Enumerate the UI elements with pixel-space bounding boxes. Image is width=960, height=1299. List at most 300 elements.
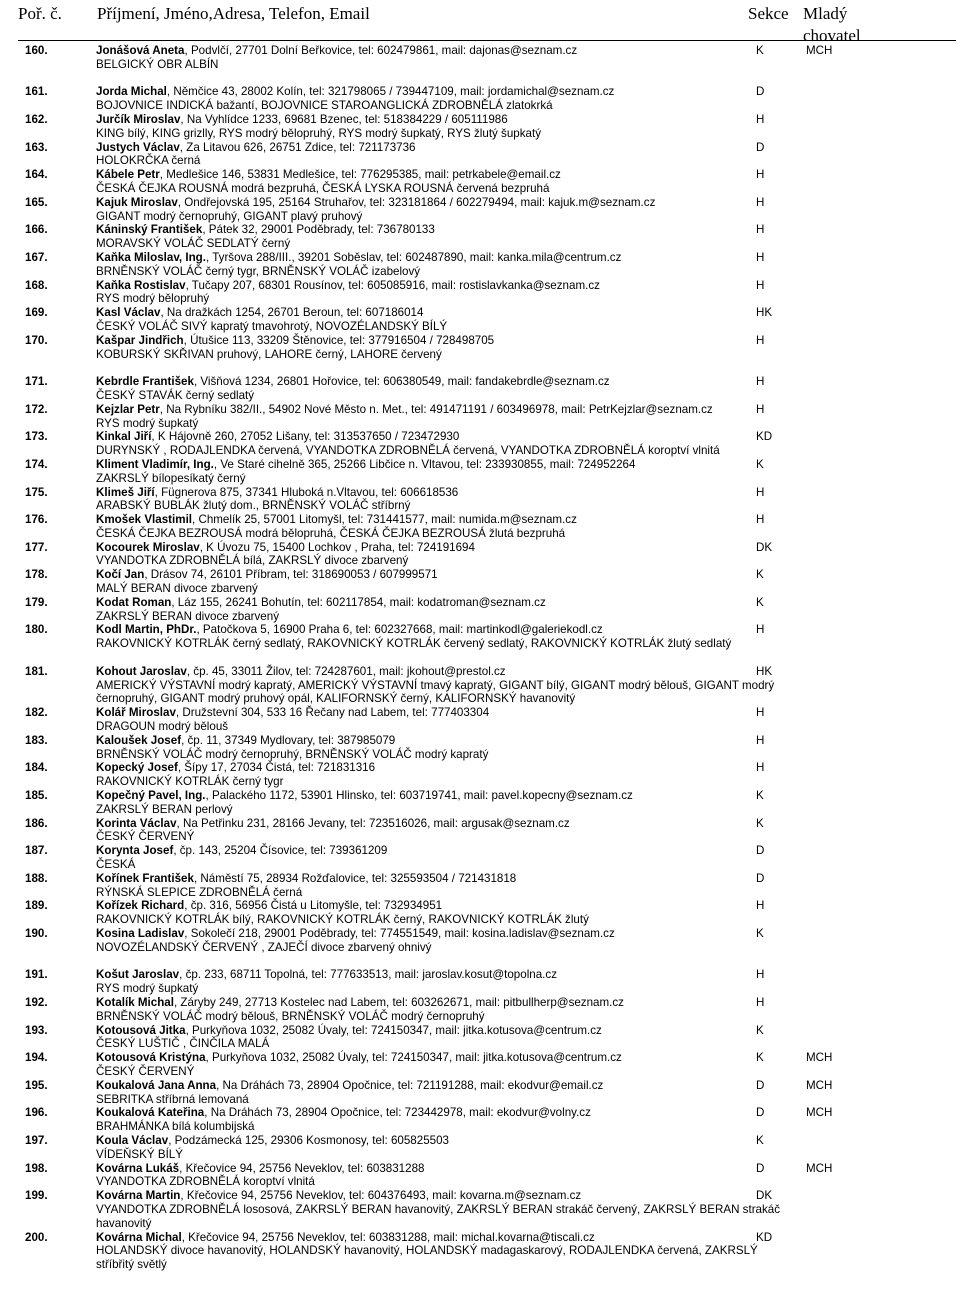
entry-name: Košut Jaroslav <box>96 968 180 982</box>
entry-breeds: ČESKÝ ČERVENÝ <box>96 1064 195 1078</box>
entry-address: , Palackého 1172, 53901 Hlinsko, tel: 603719741, mail: pavel.kopecny@seznam.cz <box>205 789 633 803</box>
entry-section: K <box>756 457 764 471</box>
entry-young-breeder: MCH <box>806 1161 833 1175</box>
list-item <box>0 1106 960 1134</box>
list-item <box>0 541 960 569</box>
entry-breeds: ZAKRSLÝ BERAN divoce zbarvený <box>96 609 279 623</box>
entry-contact <box>96 541 786 555</box>
entry-name: Kocourek Miroslav <box>96 540 200 554</box>
entry-body <box>96 168 786 196</box>
entry-number: 196. <box>25 1106 48 1120</box>
entry-breeds: ZAKRSLÝ bílopesíkatý černý <box>96 471 246 485</box>
entry-name: Jorda Michal <box>96 85 167 99</box>
entry-young-breeder: MCH <box>806 1078 833 1092</box>
entry-name: Jonášová Aneta <box>96 44 185 57</box>
entry-body <box>96 44 786 72</box>
entry-number: 189. <box>25 899 48 913</box>
entry-section: D <box>756 140 765 154</box>
entry-contact <box>96 486 786 500</box>
entry-number: 200. <box>25 1230 48 1244</box>
entry-breeds: ČESKÝ ČERVENÝ <box>96 830 195 844</box>
entry-address: , Ve Staré cihelně 365, 25266 Libčice n. Vltavou, tel: 233930855, mail: 724952264 <box>213 457 636 471</box>
entry-name: Korynta Josef <box>96 844 174 858</box>
entry-breeds: RYS modrý šupkatý <box>96 416 199 430</box>
entry-name: Kmošek Vlastimil <box>96 513 193 527</box>
list-item <box>0 1051 960 1079</box>
entry-body <box>96 486 786 514</box>
entry-body <box>96 85 786 113</box>
list-item <box>0 306 960 334</box>
entry-body <box>96 996 786 1024</box>
entry-name: Kaloušek Josef <box>96 733 182 747</box>
entry-body <box>96 872 786 900</box>
entry-number: 181. <box>25 664 48 678</box>
entry-name: Kodat Roman <box>96 595 172 609</box>
entry-body <box>96 279 786 307</box>
list-item <box>0 1231 960 1272</box>
entry-address: , Šípy 17, 27034 Čistá, tel: 721831316 <box>177 761 376 775</box>
entry-contact <box>96 113 786 127</box>
entry-body <box>96 1079 786 1107</box>
entry-number: 198. <box>25 1161 48 1175</box>
entry-breeds: MORAVSKÝ VOLÁČ SEDLATÝ černý <box>96 237 291 251</box>
entry-breeds: RAKOVNICKÝ KOTRLÁK bílý, RAKOVNICKÝ KOTRLÁK černý, RAKOVNICKÝ KOTRLÁK žlutý <box>96 913 589 927</box>
list-item <box>0 486 960 514</box>
entry-section: H <box>756 623 765 637</box>
entry-name: Kovárna Michal <box>96 1230 182 1244</box>
entry-breeds: RAKOVNICKÝ KOTRLÁK černý tygr <box>96 775 284 789</box>
entry-address: , Sokolečí 218, 29001 Poděbrady, tel: 774551549, mail: kosina.ladislav@seznam.cz <box>184 927 615 940</box>
column-header-number: Poř. č. <box>18 4 62 23</box>
entry-number: 166. <box>25 223 48 237</box>
entry-contact <box>96 430 786 444</box>
entry-address: , Na dražkách 1254, 26701 Beroun, tel: 607186014 <box>160 306 424 320</box>
entry-name: Kábele Petr <box>96 168 160 182</box>
entry-breeds: BRAHMÁNKA bílá kolumbijská <box>96 1120 255 1134</box>
entry-address: , Křečovice 94, 25756 Neveklov, tel: 603831288, mail: michal.kovarna@tiscali.cz <box>181 1230 595 1244</box>
entry-breeds: ČESKÝ VOLÁČ SIVÝ kapratý tmavohrotý, NOVOZÉLANDSKÝ BÍLÝ <box>96 319 448 333</box>
entry-number: 168. <box>25 278 48 292</box>
entry-number: 195. <box>25 1078 48 1092</box>
entry-contact <box>96 403 786 417</box>
entry-name: Kotousová Jitka <box>96 1023 186 1037</box>
entry-address: , čp. 11, 37349 Mydlovary, tel: 387985079 <box>181 733 396 747</box>
entry-section: D <box>756 871 765 885</box>
list-item <box>0 223 960 251</box>
entry-body <box>96 734 786 762</box>
entry-contact <box>96 568 786 582</box>
entry-number: 188. <box>25 871 48 885</box>
entry-section: D <box>756 1161 765 1175</box>
entry-body <box>96 113 786 141</box>
entry-name: Kajuk Miroslav <box>96 195 178 209</box>
entry-address: , čp. 143, 25204 Čísovice, tel: 739361209 <box>173 844 388 858</box>
entry-young-breeder: MCH <box>806 1051 833 1065</box>
entry-breeds: VYANDOTKA ZDROBNĚLÁ koroptví vlnitá <box>96 1175 315 1189</box>
entry-body <box>96 458 786 486</box>
entry-name: Kopečný Pavel, Ing. <box>96 789 206 803</box>
entry-address: , Na Rybníku 382/II., 54902 Nové Město n. Met., tel: 491471191 / 603496978, mail: PetrKejzlar@seznam.cz <box>159 402 713 416</box>
entry-contact <box>96 334 786 348</box>
list-item <box>0 927 960 955</box>
entry-name: Kosina Ladislav <box>96 927 185 940</box>
entry-section: KD <box>756 430 773 444</box>
entry-section: HK <box>756 306 773 320</box>
entry-name: Kořínek František <box>96 871 194 885</box>
entry-contact <box>96 1162 786 1176</box>
entry-section: H <box>756 733 765 747</box>
entry-name: Kinkal Jiří <box>96 430 152 444</box>
entry-number: 171. <box>25 375 48 389</box>
entry-name: Koula Václav <box>96 1133 169 1147</box>
entry-body <box>96 223 786 251</box>
entry-number: 164. <box>25 168 48 182</box>
entry-name: Kotousová Kristýna <box>96 1051 206 1065</box>
list-item <box>0 113 960 141</box>
entry-section: D <box>756 85 765 99</box>
entry-name: Kebrdle František <box>96 375 194 389</box>
entry-body <box>96 968 786 996</box>
entry-contact <box>96 375 786 389</box>
entry-number: 184. <box>25 761 48 775</box>
entry-breeds: ČESKÁ ČEJKA BEZROUSÁ modrá bělopruhá, ČESKÁ ČEJKA BEZROUSÁ žlutá bezpruhá <box>96 526 566 540</box>
entry-name: Kašpar Jindřich <box>96 333 184 347</box>
entry-number: 186. <box>25 816 48 830</box>
entry-number: 191. <box>25 968 48 982</box>
entry-body <box>96 1189 786 1230</box>
entry-number: 190. <box>25 927 48 940</box>
entry-section: H <box>756 485 765 499</box>
entry-body <box>96 1051 786 1079</box>
entry-address: , Fügnerova 875, 37341 Hluboká n.Vltavou, tel: 606618536 <box>154 485 459 499</box>
entry-name: Kotalík Michal <box>96 995 174 1009</box>
entry-number: 182. <box>25 706 48 720</box>
entry-body <box>96 817 786 845</box>
entry-breeds: KOBURSKÝ SKŘIVAN pruhový, LAHORE černý, LAHORE červený <box>96 347 442 361</box>
list-item <box>0 85 960 113</box>
list-item <box>0 334 960 362</box>
list-item <box>0 968 960 996</box>
entry-contact <box>96 844 786 858</box>
entry-body <box>96 1024 786 1052</box>
entry-address: , čp. 316, 56956 Čistá u Litomyšle, tel: 732934951 <box>184 899 443 913</box>
entry-contact <box>96 1051 786 1065</box>
list-item <box>0 375 960 403</box>
entry-name: Kasl Václav <box>96 306 161 320</box>
entry-section: D <box>756 1106 765 1120</box>
entry-breeds: ARABSKÝ BUBLÁK žlutý dom., BRNĚNSKÝ VOLÁČ stříbrný <box>96 499 411 513</box>
list-item <box>0 1134 960 1162</box>
entry-number: 183. <box>25 733 48 747</box>
entry-number: 174. <box>25 457 48 471</box>
header-divider <box>18 40 956 41</box>
entry-breeds: NOVOZÉLANDSKÝ ČERVENÝ , ZAJEČÍ divoce zbarvený ohnivý <box>96 940 432 954</box>
entry-contact <box>96 817 786 831</box>
entry-young-breeder: MCH <box>806 1106 833 1120</box>
entry-contact <box>96 168 786 182</box>
entry-contact <box>96 1134 786 1148</box>
entry-name: Korinta Václav <box>96 816 177 830</box>
entry-body <box>96 430 786 458</box>
entry-section: H <box>756 995 765 1009</box>
entry-address: , Záryby 249, 27713 Kostelec nad Labem, tel: 603262671, mail: pitbullherp@seznam.cz <box>173 995 624 1009</box>
entry-section: H <box>756 112 765 126</box>
list-item <box>0 623 960 651</box>
entry-address: , Podvlčí, 27701 Dolní Beřkovice, tel: 602479861, mail: dajonas@seznam.cz <box>184 44 578 57</box>
entry-section: H <box>756 333 765 347</box>
entry-section: K <box>756 927 764 940</box>
list-item <box>0 1024 960 1052</box>
entry-body <box>96 596 786 624</box>
entry-breeds: BOJOVNICE INDICKÁ bažantí, BOJOVNICE STAROANGLICKÁ ZDROBNĚLÁ zlatokrká <box>96 99 553 113</box>
entry-body <box>96 251 786 279</box>
table-header <box>0 0 960 45</box>
list-item <box>0 279 960 307</box>
entry-breeds: DURYNSKÝ , RODAJLENDKA červená, VYANDOTKA ZDROBNĚLÁ červená, VYANDOTKA ZDROBNĚLÁ koroptví vlnitá <box>96 444 720 458</box>
entry-body <box>96 403 786 431</box>
entry-body <box>96 1231 786 1272</box>
entry-name: Kovárna Lukáš <box>96 1161 180 1175</box>
entry-section: K <box>756 1133 764 1147</box>
entry-section: K <box>756 44 764 57</box>
entry-name: Kopecký Josef <box>96 761 178 775</box>
entry-breeds: RYS modrý šupkatý <box>96 982 199 996</box>
entry-name: Klimeš Jiří <box>96 485 155 499</box>
entry-number: 172. <box>25 402 48 416</box>
entry-address: , Purkyňova 1032, 25082 Úvaly, tel: 724150347, mail: jitka.kotusova@centrum.cz <box>205 1051 622 1065</box>
entry-section: D <box>756 844 765 858</box>
entry-number: 173. <box>25 430 48 444</box>
entry-address: , Drásov 74, 26101 Příbram, tel: 318690053 / 607999571 <box>144 568 438 582</box>
entry-breeds: DRAGOUN modrý bělouš <box>96 720 229 734</box>
entry-body <box>96 706 786 734</box>
entry-number: 176. <box>25 513 48 527</box>
entry-contact <box>96 44 786 58</box>
entry-address: , Ondřejovská 195, 25164 Struhařov, tel: 323181864 / 602279494, mail: kajuk.m@seznam.cz <box>177 195 656 209</box>
list-item <box>0 899 960 927</box>
column-header-contact: Příjmení, Jméno,Adresa, Telefon, Email <box>97 4 370 23</box>
entry-contact <box>96 513 786 527</box>
entry-contact <box>96 196 786 210</box>
entry-contact <box>96 279 786 293</box>
entry-section: H <box>756 968 765 982</box>
entry-name: Kočí Jan <box>96 568 145 582</box>
entry-contact <box>96 85 786 99</box>
entry-breeds: KING bílý, KING grizlly, RYS modrý bělopruhý, RYS modrý šupkatý, RYS žlutý šupkatý <box>96 126 542 140</box>
entry-address: , Náměstí 75, 28934 Rožďalovice, tel: 325593504 / 721431818 <box>193 871 517 885</box>
entry-number: 197. <box>25 1133 48 1147</box>
entry-section: DK <box>756 1189 773 1203</box>
list-item <box>0 141 960 169</box>
list-item <box>0 44 960 72</box>
entry-section: K <box>756 595 764 609</box>
entry-address: , Podzámecká 125, 29306 Kosmonosy, tel: 605825503 <box>168 1133 449 1147</box>
entry-body <box>96 1106 786 1134</box>
entry-breeds: BRNĚNSKÝ VOLÁČ modrý bělouš, BRNĚNSKÝ VOLÁČ modrý černopruhý <box>96 1009 485 1023</box>
entry-number: 179. <box>25 595 48 609</box>
entry-address: , Útušice 113, 33209 Štěnovice, tel: 377916504 / 728498705 <box>183 333 495 347</box>
entry-number: 192. <box>25 995 48 1009</box>
entry-name: Kaňka Miloslav, Ing. <box>96 250 206 264</box>
entry-breeds: MALÝ BERAN divoce zbarvený <box>96 582 258 596</box>
list-item <box>0 761 960 789</box>
list-item <box>0 513 960 541</box>
entry-address: , Na Dráhách 73, 28904 Opočnice, tel: 723442978, mail: ekodvur@volny.cz <box>204 1106 591 1120</box>
list-item <box>0 665 960 706</box>
entry-contact <box>96 223 786 237</box>
list-item <box>0 734 960 762</box>
entry-section: H <box>756 513 765 527</box>
entry-address: , K Hájovně 260, 27052 Lišany, tel: 313537650 / 723472930 <box>151 430 460 444</box>
entry-breeds: AMERICKÝ VÝSTAVNÍ modrý kapratý, AMERICKÝ VÝSTAVNÍ tmavý kapratý, GIGANT bílý, GIGANT modrý bělouš, GIGANT modrý černopruhý, GIGANT modrý pruhový opál, KALIFORNSKÝ černý, KALIFORNSKÝ havanovitý <box>96 678 775 706</box>
entry-name: Kejzlar Petr <box>96 402 160 416</box>
entry-number: 177. <box>25 540 48 554</box>
list-item <box>0 872 960 900</box>
entry-breeds: BRNĚNSKÝ VOLÁČ černý tygr, BRNĚNSKÝ VOLÁČ izabelový <box>96 264 421 278</box>
entry-body <box>96 899 786 927</box>
entry-number: 180. <box>25 623 48 637</box>
entry-address: , Na Vyhlídce 1233, 69681 Bzenec, tel: 518384229 / 605111986 <box>180 112 508 126</box>
entry-address: , Patočkova 5, 16900 Praha 6, tel: 602327668, mail: martinkodl@galeriekodl.cz <box>196 623 603 637</box>
entry-body <box>96 665 786 706</box>
entry-breeds: VYANDOTKA ZDROBNĚLÁ lososová, ZAKRSLÝ BERAN havanovitý, ZAKRSLÝ BERAN strakáč červený, ZAKRSLÝ BERAN strakáč havanovitý <box>96 1202 781 1230</box>
entry-contact <box>96 251 786 265</box>
entry-number: 165. <box>25 195 48 209</box>
entry-address: , Purkyňova 1032, 25082 Úvaly, tel: 724150347, mail: jitka.kotusova@centrum.cz <box>185 1023 602 1037</box>
entry-body <box>96 568 786 596</box>
entry-section: K <box>756 1051 764 1065</box>
entry-contact <box>96 996 786 1010</box>
entry-name: Kořízek Richard <box>96 899 185 913</box>
entry-breeds: ČESKÝ LUŠTIČ , ČINČILA MALÁ <box>96 1037 270 1051</box>
entry-body <box>96 623 786 651</box>
entry-name: Kolář Miroslav <box>96 706 176 720</box>
entry-section: H <box>756 168 765 182</box>
column-header-section: Sekce <box>748 4 789 23</box>
entry-number: 170. <box>25 333 48 347</box>
entry-contact <box>96 1231 786 1245</box>
entry-address: , čp. 45, 33011 Žilov, tel: 724287601, mail: jkohout@prestol.cz <box>186 664 506 678</box>
entry-section: H <box>756 706 765 720</box>
entry-address: , Za Litavou 626, 26751 Zdice, tel: 721173736 <box>179 140 416 154</box>
list-item <box>0 844 960 872</box>
entry-address: , Tyršova 288/III., 39201 Soběslav, tel: 602487890, mail: kanka.mila@centrum.cz <box>205 250 622 264</box>
entry-contact <box>96 623 786 637</box>
entry-section: H <box>756 375 765 389</box>
entry-address: , čp. 233, 68711 Topolná, tel: 777633513, mail: jaroslav.kosut@topolna.cz <box>179 968 557 982</box>
entry-breeds: ZAKRSLÝ BERAN perlový <box>96 802 233 816</box>
list-item <box>0 196 960 224</box>
entry-body <box>96 141 786 169</box>
entry-contact <box>96 872 786 886</box>
entry-address: , Družstevní 304, 533 16 Řečany nad Labem, tel: 777403304 <box>175 706 490 720</box>
entry-breeds: VÍDEŇSKÝ BÍLÝ <box>96 1147 183 1161</box>
entry-name: Jurčík Miroslav <box>96 112 181 126</box>
entry-breeds: HOLANDSKÝ divoce havanovitý, HOLANDSKÝ havanovitý, HOLANDSKÝ madagaskarový, RODAJLENDKA červená, ZAKRSLÝ stříbřitý světlý <box>96 1244 758 1272</box>
entry-number: 175. <box>25 485 48 499</box>
entry-contact <box>96 1024 786 1038</box>
list-item <box>0 403 960 431</box>
entry-section: D <box>756 1078 765 1092</box>
entry-body <box>96 334 786 362</box>
list-item <box>0 817 960 845</box>
entry-contact <box>96 596 786 610</box>
entry-contact <box>96 734 786 748</box>
entry-breeds: HOLOKRČKA černá <box>96 154 201 168</box>
entry-address: , Křečovice 94, 25756 Neveklov, tel: 603831288 <box>179 1161 425 1175</box>
entry-number: 185. <box>25 789 48 803</box>
entry-contact <box>96 706 786 720</box>
entry-contact <box>96 1189 786 1203</box>
entry-contact <box>96 306 786 320</box>
entry-section: H <box>756 278 765 292</box>
entry-section: H <box>756 250 765 264</box>
entry-section: DK <box>756 540 773 554</box>
entry-body <box>96 761 786 789</box>
entry-breeds: ČESKÁ ČEJKA ROUSNÁ modrá bezpruhá, ČESKÁ LYSKA ROUSNÁ červená bezpruhá <box>96 181 550 195</box>
entry-section: K <box>756 1023 764 1037</box>
entry-breeds: SEBRITKA stříbrná lemovaná <box>96 1092 249 1106</box>
entry-name: Kohout Jaroslav <box>96 664 187 678</box>
entry-body <box>96 196 786 224</box>
entry-breeds: BRNĚNSKÝ VOLÁČ modrý černopruhý, BRNĚNSKÝ VOLÁČ modrý kapratý <box>96 747 489 761</box>
list-item <box>0 168 960 196</box>
entry-body <box>96 789 786 817</box>
entry-body <box>96 1162 786 1190</box>
entry-contact <box>96 968 786 982</box>
entry-section: KD <box>756 1230 773 1244</box>
entry-number: 169. <box>25 306 48 320</box>
entry-breeds: BELGICKÝ OBR ALBÍN <box>96 57 219 71</box>
entry-body <box>96 927 786 955</box>
entry-address: , Na Dráhách 73, 28904 Opočnice, tel: 721191288, mail: ekodvur@email.cz <box>216 1078 604 1092</box>
list-item <box>0 430 960 458</box>
entry-body <box>96 844 786 872</box>
breeder-list <box>0 44 960 1272</box>
entry-body <box>96 306 786 334</box>
entry-contact <box>96 761 786 775</box>
entry-body <box>96 375 786 403</box>
entry-address: , Chmelík 25, 57001 Litomyšl, tel: 731441577, mail: numida.m@seznam.cz <box>192 513 577 527</box>
entry-address: , Láz 155, 26241 Bohutín, tel: 602117854, mail: kodatroman@seznam.cz <box>171 595 546 609</box>
entry-contact <box>96 899 786 913</box>
entry-name: Káninský František <box>96 223 203 237</box>
entry-number: 161. <box>25 85 48 99</box>
entry-contact <box>96 141 786 155</box>
entry-number: 167. <box>25 250 48 264</box>
list-item <box>0 251 960 279</box>
entry-number: 199. <box>25 1189 48 1203</box>
entry-address: , Křečovice 94, 25756 Neveklov, tel: 604376493, mail: kovarna.m@seznam.cz <box>180 1189 582 1203</box>
entry-number: 193. <box>25 1023 48 1037</box>
list-item <box>0 458 960 486</box>
entry-address: , Pátek 32, 29001 Poděbrady, tel: 736780133 <box>202 223 435 237</box>
entry-breeds: RÝNSKÁ SLEPICE ZDROBNĚLÁ černá <box>96 885 303 899</box>
entry-number: 178. <box>25 568 48 582</box>
list-item <box>0 1162 960 1190</box>
entry-section: K <box>756 789 764 803</box>
entry-section: K <box>756 568 764 582</box>
entry-section: HK <box>756 664 773 678</box>
entry-breeds: RYS modrý bělopruhý <box>96 292 210 306</box>
entry-section: H <box>756 223 765 237</box>
list-item <box>0 568 960 596</box>
entry-contact <box>96 458 786 472</box>
entry-name: Kodl Martin, PhDr. <box>96 623 197 637</box>
entry-number: 187. <box>25 844 48 858</box>
entry-number: 163. <box>25 140 48 154</box>
entry-address: , Višňová 1234, 26801 Hořovice, tel: 606380549, mail: fandakebrdle@seznam.cz <box>193 375 610 389</box>
